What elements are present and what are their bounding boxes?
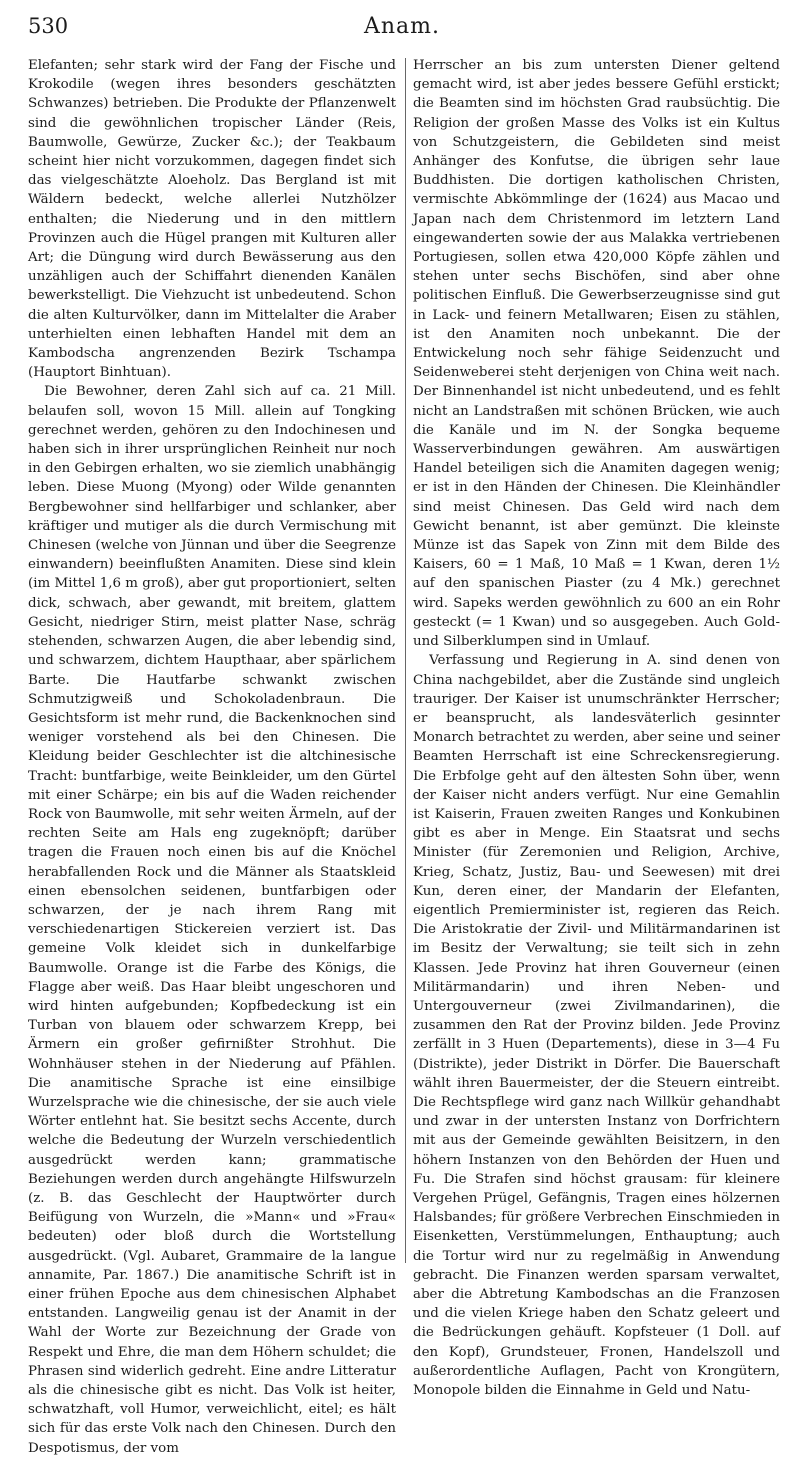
page-header <box>28 14 776 44</box>
paragraph: Herrscher an bis zum untersten Diener geltend gemacht wird, ist aber jedes bessere Gefühl erstickt; die Beamten sind im höchsten Grad raubsüchtig. Die Religion der großen Masse des Volks ist ein Kultus von Schutzgeistern, die Gebildeten sind meist Anhänger des Konfutse, die übrigen sehr laue Buddhisten. Die dortigen katholischen Christen, vermischte Abkömmlinge der (1624) aus Macao und Japan nach dem Christenmord im letztern Land eingewanderten sowie der aus Malakka vertriebenen Portugiesen, sollen etwa 420,000 Köpfe zählen und stehen unter sechs Bischöfen, sind aber ohne politischen Einfluß. Die Gewerbserzeugnisse sind gut in Lack- und feinern Metallwaren; Eisen zu stählen, ist den Anamiten noch unbekannt. Die der Entwickelung noch sehr fähige Seidenzucht und Seidenweberei steht derjenigen von China weit nach. Der Binnenhandel ist nicht unbedeutend, und es fehlt nicht an Landstraßen mit schönen Brücken, wie auch die Kanäle und im N. der Songka bequeme Wasserverbindungen gewähren. Am auswärtigen Handel beteiligen sich die Anamiten dagegen wenig; er ist in den Händen der Chinesen. Die Kleinhändler sind meist Chinesen. Das Geld wird nach dem Gewicht benannt, ist aber gemünzt. Die kleinste Münze ist das Sapek von Zinn mit dem Bilde des Kaisers, 60 = 1 Maß, 10 Maß = 1 Kwan, deren 1½ auf den spanischen Piaster (zu 4 Mk.) gerechnet wird. Sapeks werden gewöhnlich zu 600 an ein Rohr gesteckt (= 1 Kwan) und so ausgegeben. Auch Gold- und Silberklumpen sind in Umlauf. <box>413 58 780 650</box>
page-number: 530 <box>28 14 69 38</box>
right-column <box>413 56 780 1399</box>
paragraph: Die Bewohner, deren Zahl sich auf ca. 21 Mill. belaufen soll, wovon 15 Mill. allein auf Tongking gerechnet werden, gehören zu den Indochinesen und haben sich in ihrer ursprünglichen Reinheit nur noch in den Gebirgen erhalten, wo sie ziemlich unabhängig leben. Diese Muong (Myong) oder Wilde genannten Bergbewohner sind hellfarbiger und schlanker, aber kräftiger und mutiger als die durch Vermischung mit Chinesen (welche von Jünnan und über die Seegrenze einwandern) beeinflußten Anamiten. Diese sind klein (im Mittel 1,6 m groß), aber gut proportioniert, selten dick, schwach, aber gewandt, mit breitem, glattem Gesicht, niedriger Stirn, meist platter Nase, schräg stehenden, schwarzen Augen, die aber lebendig sind, und schwarzem, dichtem Haupthaar, aber spärlichem Barte. Die Hautfarbe schwankt zwischen Schmutzigweiß und Schokoladenbraun. Die Gesichtsform ist mehr rund, die Backenknochen sind weniger vorstehend als bei den Chinesen. Die Kleidung beider Geschlechter ist die altchinesische Tracht: buntfarbige, weite Beinkleider, um den Gürtel mit einer Schärpe; ein bis auf die Waden reichender Rock von Baumwolle, mit sehr weiten Ärmeln, auf der rechten Seite am Hals eng zugeknöpft; darüber tragen die Frauen noch einen bis auf die Knöchel herabfallenden Rock und die Männer als Staatskleid einen ebensolchen seidenen, buntfarbigen oder schwarzen, der je nach ihrem Rang mit verschiedenartigen Stickereien verziert ist. Das gemeine Volk kleidet sich in dunkelfarbige Baumwolle. Orange ist die Farbe des Königs, die Flagge aber weiß. Das Haar bleibt ungeschoren und wird hinten aufgebunden; Kopfbedeckung ist ein Turban von blauem oder schwarzem Krepp, bei Ärmern ein großer gefirnißter Strohhut. Die Wohnhäuser stehen in der Niederung auf Pfählen. Die anamitische Sprache ist eine einsilbige Wurzelsprache wie die chinesische, der sie auch viele Wörter entlehnt hat. Sie besitzt sechs Accente, durch welche die Bedeutung der Wurzeln verschiedentlich ausgedrückt werden kann; grammatische Beziehungen werden durch angehängte Hilfswurzeln (z. B. das Geschlecht der Hauptwörter durch Beifügung von Wurzeln, die »Mann« und »Frau« bedeuten) oder bloß durch die Wortstellung ausgedrückt. (Vgl. Aubaret, Grammaire de la langue annamite, Par. 1867.) Die anamitische Schrift ist in einer frühen Epoche aus dem chinesischen Alphabet entstanden. Langweilig genau ist der Anamit in der Wahl der Worte zur Bezeichnung der Grade von Respekt und Ehre, die man dem Höhern schuldet; die Phrasen sind widerlich gedreht. Eine andre Litteratur als die chinesische gibt es nicht. Das Volk ist heiter, schwatzhaft, voll Humor, verweichlicht, eitel; es hält sich für das erste Volk nach den Chinesen. Durch den Despotismus, der vom <box>28 384 396 1456</box>
paragraph: Elefanten; sehr stark wird der Fang der Fische und Krokodile (wegen ihres besonders geschätzten Schwanzes) betrieben. Die Produkte der Pflanzenwelt sind die gewöhnlichen tropischer Länder (Reis, Baumwolle, Gewürze, Zucker &c.); der Teakbaum scheint hier nicht vorzukommen, dagegen findet sich das vielgeschätzte Aloeholz. Das Bergland ist mit Wäldern bedeckt, welche allerlei Nutzhölzer enthalten; die Niederung und in den mittlern Provinzen auch die Hügel prangen mit Kulturen aller Art; die Düngung wird durch Bewässerung aus den unzähligen auch der Schiffahrt dienenden Kanälen bewerkstelligt. Die Viehzucht ist unbedeutend. Schon die alten Kulturvölker, dann im Mittelalter die Araber unterhielten einen lebhaften Handel mit dem an Kambodscha angrenzenden Bezirk Tschampa (Hauptort Binhtuan). <box>28 58 396 381</box>
paragraph: Verfassung und Regierung in A. sind denen von China nachgebildet, aber die Zustände sind ungleich trauriger. Der Kaiser ist unumschränkter Herrscher; er beansprucht, als landesväterlich gesinnter Monarch betrachtet zu werden, aber seine und seiner Beamten Herrschaft ist eine Schreckensregierung. Die Erbfolge geht auf den ältesten Sohn über, wenn der Kaiser nicht anders verfügt. Nur eine Gemahlin ist Kaiserin, Frauen zweiten Ranges und Konkubinen gibt es aber in Menge. Ein Staatsrat und sechs Minister (für Zeremonien und Religion, Archive, Krieg, Schatz, Justiz, Bau- und Seewesen) mit drei Kun, deren einer, der Mandarin der Elefanten, eigentlich Premierminister ist, regieren das Reich. Die Aristokratie der Zivil- und Militärmandarinen ist im Besitz der Verwaltung; sie teilt sich in zehn Klassen. Jede Provinz hat ihren Gouverneur (einen Militärmandarin) und ihren Neben- und Untergouverneur (zwei Zivilmandarinen), die zusammen den Rat der Provinz bilden. Jede Provinz zerfällt in 3 Huen (Departements), diese in 3—4 Fu (Distrikte), jeder Distrikt in Dörfer. Die Bauerschaft wählt ihren Bauermeister, der die Steuern eintreibt. Die Rechtspflege wird ganz nach Willkür gehandhabt und zwar in der untersten Instanz von Dorfrichtern mit aus der Gemeinde gewählten Beisitzern, in den höhern Instanzen von den Behörden der Huen und Fu. Die Strafen sind höchst grausam: für kleinere Vergehen Prügel, Gefängnis, Tragen eines hölzernen Halsbandes; für größere Verbrechen Einschmieden in Eisenketten, Verstümmelungen, Enthauptung; auch die Tortur wird nur zu regelmäßig in Anwendung gebracht. Die Finanzen werden sparsam verwaltet, aber die Abtretung Kambodschas an die Franzosen und die vielen Kriege haben den Schatz geleert und die Bedrückungen gehäuft. Kopfsteuer (1 Doll. auf den Kopf), Grundsteuer, Fronen, Handelszoll und außerordentliche Auflagen, Pacht von Krongütern, Monopole bilden die Einnahme in Geld und Natu- <box>413 653 780 1399</box>
column-divider <box>405 58 406 1263</box>
running-title: Anam. <box>363 14 441 39</box>
left-column <box>28 56 396 1456</box>
